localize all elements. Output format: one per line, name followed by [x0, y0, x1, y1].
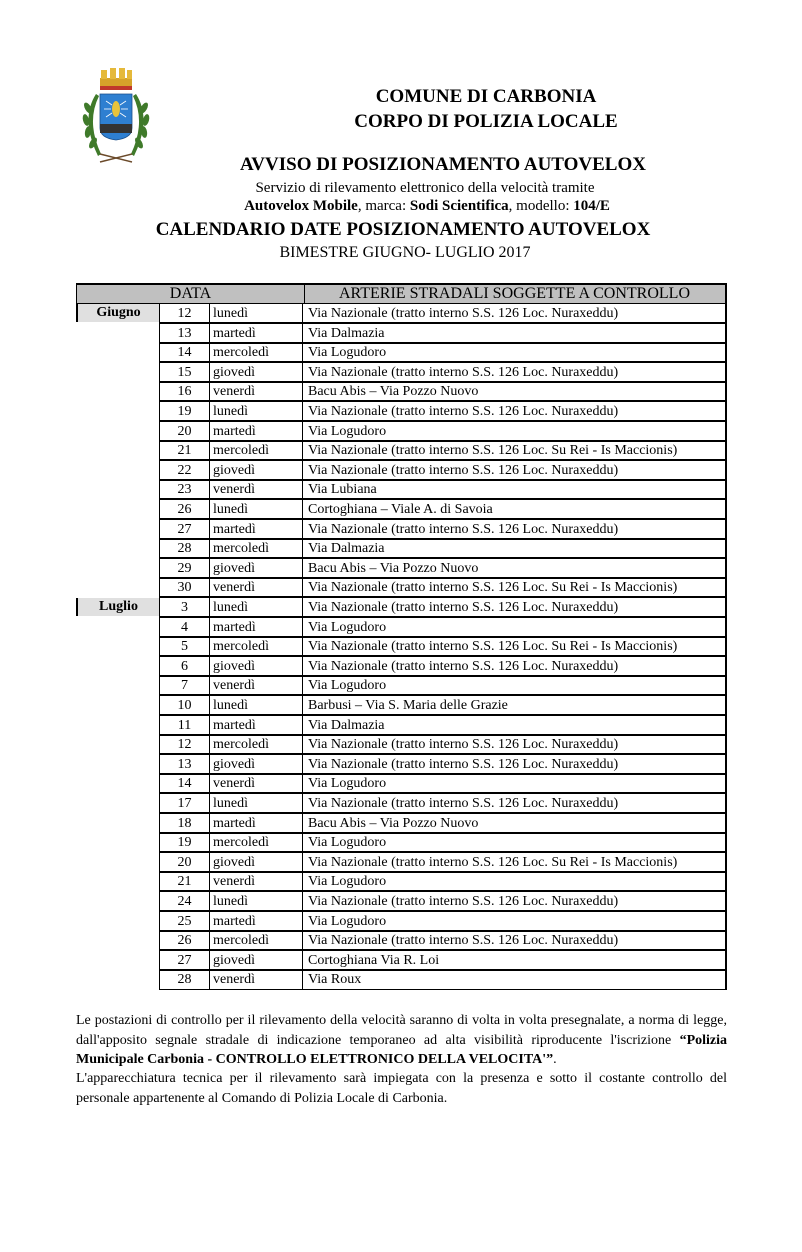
table-row — [159, 363, 727, 383]
day-number: 17 — [160, 794, 210, 812]
table-row — [159, 559, 727, 579]
table-row — [159, 637, 727, 657]
weekday: martedì — [210, 422, 303, 440]
road-name: Via Logudoro — [308, 423, 387, 439]
weekday: lunedì — [210, 500, 303, 518]
table-row — [159, 500, 727, 520]
day-number: 4 — [160, 618, 210, 636]
table-row — [159, 892, 727, 912]
weekday: mercoledì — [210, 441, 303, 459]
table-row — [159, 520, 727, 540]
road-name: Via Logudoro — [308, 678, 387, 694]
column-header-roads: ARTERIE STRADALI SOGGETTE A CONTROLLO — [338, 285, 691, 302]
road-name: Via Dalmazia — [308, 541, 385, 557]
table-row — [159, 853, 727, 873]
table-row — [159, 304, 727, 324]
weekday: martedì — [210, 716, 303, 734]
road-name: Via Nazionale (tratto interno S.S. 126 Loc. Nuraxeddu) — [308, 658, 619, 674]
table-row — [159, 343, 727, 363]
table-row — [159, 735, 727, 755]
road-name: Bacu Abis – Via Pozzo Nuovo — [308, 384, 479, 400]
day-number: 26 — [160, 931, 210, 949]
day-number: 28 — [160, 970, 210, 989]
road-name: Via Nazionale (tratto interno S.S. 126 Loc. Nuraxeddu) — [308, 894, 619, 909]
table-row — [159, 794, 727, 814]
notice-text-end: . — [553, 1052, 557, 1067]
day-number: 18 — [160, 814, 210, 832]
weekday: venerdì — [210, 382, 303, 400]
weekday: mercoledì — [210, 735, 303, 753]
weekday: martedì — [210, 912, 303, 930]
road-name: Via Nazionale (tratto interno S.S. 126 Loc. Nuraxeddu) — [308, 404, 619, 419]
road-name: Via Dalmazia — [308, 717, 385, 733]
road-name: Via Nazionale (tratto interno S.S. 126 Loc. Nuraxeddu) — [308, 796, 619, 811]
weekday: venerdì — [210, 774, 303, 792]
table-row — [159, 598, 727, 618]
weekday: lunedì — [210, 696, 303, 714]
road-name: Via Nazionale (tratto interno S.S. 126 Loc. Nuraxeddu) — [308, 364, 619, 380]
weekday: venerdì — [210, 578, 303, 596]
day-number: 13 — [160, 755, 210, 773]
month-label: Luglio — [76, 598, 159, 616]
day-number: 14 — [160, 343, 210, 361]
notice-paragraph-1 — [76, 1011, 727, 1070]
day-number: 28 — [160, 539, 210, 557]
road-name: Bacu Abis – Via Pozzo Nuovo — [308, 815, 479, 831]
road-name: Bacu Abis – Via Pozzo Nuovo — [308, 560, 479, 576]
table-row — [159, 814, 727, 834]
day-number: 29 — [160, 559, 210, 577]
table-row — [159, 441, 727, 461]
road-name: Via Nazionale (tratto interno S.S. 126 Loc. Nuraxeddu) — [308, 600, 619, 615]
device-model: 104/E — [573, 198, 610, 214]
calendar-title: CALENDARIO DATE POSIZIONAMENTO AUTOVELOX — [155, 219, 651, 240]
table-row — [159, 676, 727, 696]
weekday: mercoledì — [210, 539, 303, 557]
weekday: giovedì — [210, 363, 303, 381]
day-number: 16 — [160, 382, 210, 400]
weekday: mercoledì — [210, 637, 303, 655]
weekday: lunedì — [210, 402, 303, 420]
day-number: 27 — [160, 520, 210, 538]
period-subtitle: BIMESTRE GIUGNO- LUGLIO 2017 — [279, 244, 531, 261]
road-name: Via Lubiana — [308, 482, 377, 498]
day-number: 3 — [160, 598, 210, 616]
notice-paragraph-2: L'apparecchiatura tecnica per il rilevamento sarà impiegata con la presenza e sotto il costante controllo del personale appartenente al Comando di Polizia Locale di Carbonia. — [76, 1071, 727, 1106]
sign-inscription: “Polizia Municipale Carbonia - CONTROLLO ELETTRONICO DELLA VELOCITA'” — [76, 1032, 727, 1067]
table-row — [159, 716, 727, 736]
table-row — [159, 382, 727, 402]
table-row — [159, 774, 727, 794]
service-description: Servizio di rilevamento elettronico della velocità tramite — [255, 180, 595, 196]
road-name: Via Dalmazia — [308, 325, 385, 341]
day-number: 7 — [160, 676, 210, 694]
device-name: Autovelox Mobile — [244, 198, 358, 214]
municipality-title: COMUNE DI CARBONIA — [375, 86, 597, 107]
weekday: martedì — [210, 324, 303, 342]
road-name: Via Nazionale (tratto interno S.S. 126 Loc. Su Rei - Is Maccionis) — [308, 580, 678, 596]
weekday: giovedì — [210, 853, 303, 871]
day-number: 20 — [160, 853, 210, 871]
weekday: giovedì — [210, 951, 303, 969]
road-name: Cortoghiana Via R. Loi — [308, 952, 440, 968]
table-row — [159, 833, 727, 853]
table-row — [159, 461, 727, 481]
table-row — [159, 696, 727, 716]
table-header — [76, 283, 727, 304]
weekday: mercoledì — [210, 931, 303, 949]
weekday: martedì — [210, 814, 303, 832]
brand-label: , marca: — [357, 198, 410, 214]
table-row — [159, 872, 727, 892]
weekday: lunedì — [210, 794, 303, 812]
table-row — [159, 539, 727, 559]
day-number: 21 — [160, 441, 210, 459]
weekday: mercoledì — [210, 833, 303, 851]
day-number: 19 — [160, 833, 210, 851]
table-row — [159, 755, 727, 775]
table-row — [159, 951, 727, 971]
road-name: Barbusi – Via S. Maria delle Grazie — [308, 698, 508, 713]
weekday: lunedì — [210, 598, 303, 616]
table-row — [159, 480, 727, 500]
day-number: 12 — [160, 304, 210, 322]
day-number: 26 — [160, 500, 210, 518]
day-number: 25 — [160, 912, 210, 930]
day-number: 10 — [160, 696, 210, 714]
table-row — [159, 912, 727, 932]
road-name: Via Nazionale (tratto interno S.S. 126 Loc. Su Rei - Is Maccionis) — [308, 639, 678, 655]
weekday: venerdì — [210, 480, 303, 498]
road-name: Cortoghiana – Viale A. di Savoia — [308, 502, 493, 517]
road-name: Via Nazionale (tratto interno S.S. 126 Loc. Su Rei - Is Maccionis) — [308, 854, 678, 870]
table-row — [159, 402, 727, 422]
table-row — [159, 578, 727, 598]
device-description — [26, 198, 802, 215]
day-number: 5 — [160, 637, 210, 655]
table-row — [159, 422, 727, 442]
weekday: martedì — [210, 618, 303, 636]
day-number: 12 — [160, 735, 210, 753]
road-name: Via Roux — [308, 972, 362, 988]
day-number: 21 — [160, 872, 210, 890]
weekday: venerdì — [210, 872, 303, 890]
road-name: Via Nazionale (tratto interno S.S. 126 Loc. Nuraxeddu) — [308, 756, 619, 772]
day-number: 19 — [160, 402, 210, 420]
weekday: lunedì — [210, 892, 303, 910]
column-header-date: DATA — [77, 285, 305, 303]
day-number: 24 — [160, 892, 210, 910]
road-name: Via Nazionale (tratto interno S.S. 126 Loc. Nuraxeddu) — [308, 933, 619, 949]
weekday: martedì — [210, 520, 303, 538]
road-name: Via Logudoro — [308, 835, 387, 851]
day-number: 6 — [160, 657, 210, 675]
notice-title: AVVISO DI POSIZIONAMENTO AUTOVELOX — [240, 154, 646, 175]
table-row — [159, 970, 727, 990]
road-name: Via Logudoro — [308, 345, 387, 361]
road-name: Via Nazionale (tratto interno S.S. 126 Loc. Nuraxeddu) — [308, 737, 619, 753]
weekday: giovedì — [210, 559, 303, 577]
table-row — [159, 618, 727, 638]
device-brand: Sodi Scientifica — [409, 198, 509, 214]
weekday: lunedì — [210, 304, 303, 322]
road-name: Via Nazionale (tratto interno S.S. 126 Loc. Nuraxeddu) — [308, 462, 619, 478]
road-name: Via Logudoro — [308, 776, 387, 792]
road-name: Via Logudoro — [308, 619, 387, 635]
table-row — [159, 931, 727, 951]
month-label: Giugno — [76, 304, 159, 322]
police-corps-title: CORPO DI POLIZIA LOCALE — [354, 111, 618, 132]
day-number: 23 — [160, 480, 210, 498]
day-number: 20 — [160, 422, 210, 440]
table-row — [159, 324, 727, 344]
day-number: 27 — [160, 951, 210, 969]
weekday: mercoledì — [210, 343, 303, 361]
table-row — [159, 657, 727, 677]
model-label: , modello: — [508, 198, 574, 214]
weekday: venerdì — [210, 676, 303, 694]
weekday: giovedì — [210, 657, 303, 675]
weekday: giovedì — [210, 755, 303, 773]
day-number: 11 — [160, 716, 210, 734]
road-name: Via Nazionale (tratto interno S.S. 126 Loc. Nuraxeddu) — [308, 306, 619, 321]
day-number: 30 — [160, 578, 210, 596]
day-number: 14 — [160, 774, 210, 792]
day-number: 13 — [160, 324, 210, 342]
road-name: Via Nazionale (tratto interno S.S. 126 Loc. Nuraxeddu) — [308, 521, 619, 537]
day-number: 15 — [160, 363, 210, 381]
weekday: venerdì — [210, 970, 303, 989]
road-name: Via Logudoro — [308, 874, 387, 890]
road-name: Via Nazionale (tratto interno S.S. 126 Loc. Su Rei - Is Maccionis) — [308, 443, 678, 459]
notice-text: Le postazioni di controllo per il rilevamento della velocità saranno di volta in volta presegnalate, a norma di legge, dall'apposito segnale stradale di indicazione temporaneo ad alta visibilità riproducente l'iscrizione — [76, 1013, 727, 1048]
day-number: 22 — [160, 461, 210, 479]
road-name: Via Logudoro — [308, 913, 387, 929]
weekday: giovedì — [210, 461, 303, 479]
